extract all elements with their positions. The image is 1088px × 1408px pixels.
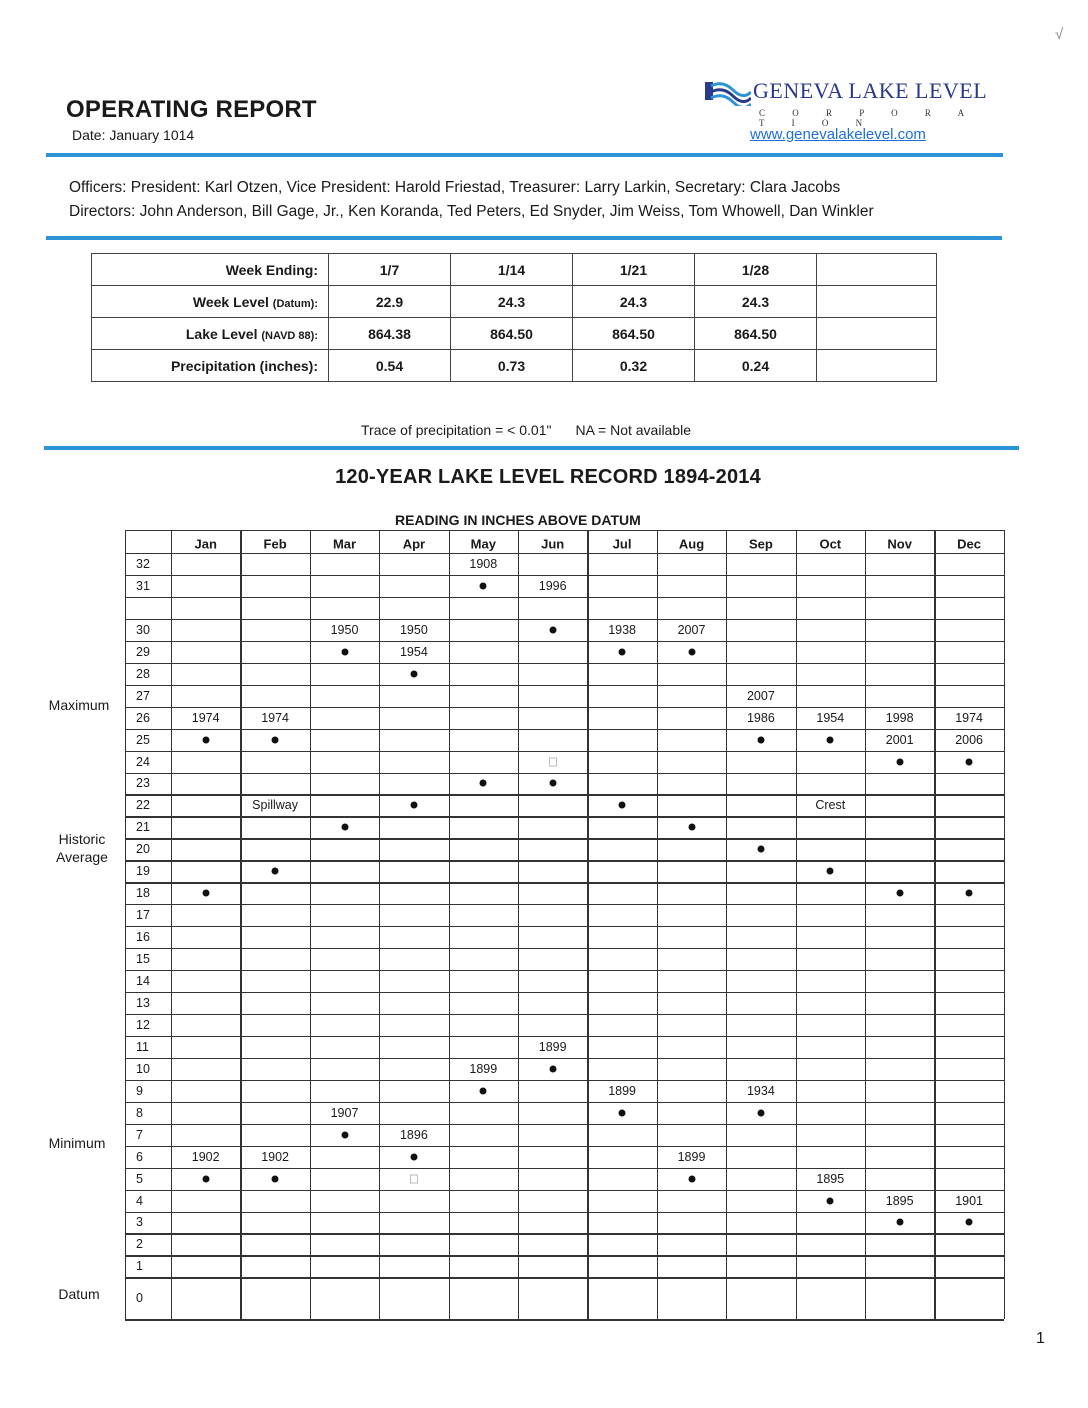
grid-line <box>125 1233 1004 1234</box>
month-header: Oct <box>819 536 842 551</box>
precipitation-label: Precipitation (inches): <box>92 350 329 382</box>
week-level-cell: 24.3 <box>573 286 695 318</box>
level-dot <box>896 890 903 897</box>
grid-line <box>125 794 1004 795</box>
level-dot <box>549 626 556 633</box>
record-year-label: 1899 <box>677 1149 706 1164</box>
record-year-label: 1986 <box>746 710 775 725</box>
level-dot <box>966 890 973 897</box>
week-level-cell: 24.3 <box>695 286 817 318</box>
grid-line <box>125 707 1004 708</box>
level-row-label: 8 <box>136 1105 143 1120</box>
directors-line: Directors: John Anderson, Bill Gage, Jr., Ken Koranda, Ted Peters, Ed Snyder, Jim Weiss, Tom Whowell, Dan Winkler <box>69 203 874 220</box>
level-dot <box>896 758 903 765</box>
logo-corporation-text: C O R P O R A T I O N <box>759 108 977 128</box>
level-dot <box>272 736 279 743</box>
level-row-label: 23 <box>136 776 150 791</box>
level-dot <box>688 1175 695 1182</box>
grid-line <box>125 1146 1004 1147</box>
level-row-label: 1 <box>136 1259 143 1274</box>
datum-label: Datum <box>58 1286 100 1302</box>
level-dot <box>757 1109 764 1116</box>
hollow-marker <box>549 757 557 766</box>
record-year-label: 1950 <box>399 622 428 637</box>
na-note: NA = Not available <box>575 422 692 438</box>
level-row-label: 25 <box>136 732 150 747</box>
month-header: Dec <box>957 536 982 551</box>
level-row-label: 30 <box>136 622 150 637</box>
record-year-label: 1974 <box>955 710 983 725</box>
level-dot <box>827 868 834 875</box>
month-header: Jan <box>194 536 217 551</box>
grid-line <box>125 773 1004 774</box>
grid-line <box>310 530 311 1319</box>
level-dot <box>410 802 417 809</box>
record-year-label: 2006 <box>955 732 983 747</box>
level-dot <box>410 670 417 677</box>
table-divider <box>44 446 1019 450</box>
minimum-label: Minimum <box>48 1135 106 1151</box>
grid-line <box>125 1319 1004 1320</box>
record-year-label: 1901 <box>955 1193 983 1208</box>
header-divider <box>46 153 1003 157</box>
level-dot <box>341 824 348 831</box>
level-dot <box>688 824 695 831</box>
record-year-label: 1902 <box>191 1149 220 1164</box>
level-row-label: 9 <box>136 1083 143 1098</box>
empty-cell <box>817 350 937 382</box>
officers-divider <box>46 236 1002 240</box>
grid-line <box>125 553 1004 554</box>
level-row-label: 29 <box>136 644 150 659</box>
spillway-annotation: Spillway <box>252 798 299 813</box>
record-year-label: 1950 <box>330 622 359 637</box>
record-year-label: 1998 <box>885 710 914 725</box>
grid-line <box>125 597 1004 598</box>
grid-line <box>125 1212 1004 1213</box>
grid-line <box>125 926 1004 927</box>
month-header: Jul <box>612 536 632 551</box>
grid-line <box>449 530 450 1319</box>
record-year-label: 1974 <box>261 710 289 725</box>
report-date: Date: January 1014 <box>72 127 195 143</box>
month-header: Apr <box>402 536 426 551</box>
week-level-label: Week Level (Datum): <box>92 286 329 318</box>
level-row-label: 28 <box>136 666 150 681</box>
level-row-label: 12 <box>136 1017 150 1032</box>
maximum-label: Maximum <box>48 697 110 713</box>
record-year-label: 1938 <box>608 622 636 637</box>
week-cell: 1/28 <box>695 254 817 286</box>
grid-line <box>125 729 1004 730</box>
level-dot <box>619 648 626 655</box>
week-ending-label: Week Ending: <box>92 254 329 286</box>
logo-brand-text: GENEVA LAKE LEVEL <box>753 78 988 103</box>
grid-line <box>125 530 126 1319</box>
record-year-label: 1899 <box>469 1061 498 1076</box>
lake-level-cell: 864.38 <box>329 318 451 350</box>
level-row-label: 26 <box>136 710 150 725</box>
lake-level-cell: 864.50 <box>451 318 573 350</box>
logo-waves-icon <box>703 78 751 106</box>
record-year-label: 1996 <box>538 578 567 593</box>
precipitation-row <box>92 350 937 382</box>
record-year-label: 1895 <box>885 1193 914 1208</box>
grid-line <box>125 1124 1004 1125</box>
officers-line: Officers: President: Karl Otzen, Vice President: Harold Friestad, Treasurer: Larry Larkin, Secretary: Clara Jacobs <box>69 179 841 196</box>
record-year-label: 2001 <box>885 732 914 747</box>
record-year-label: 1954 <box>399 644 428 659</box>
lake-level-cell: 864.50 <box>695 318 817 350</box>
month-header: Nov <box>887 536 912 551</box>
week-level-cell: 22.9 <box>329 286 451 318</box>
level-row-label: 15 <box>136 952 150 967</box>
record-year-label: 1908 <box>469 556 498 571</box>
level-dot <box>480 780 487 787</box>
grid-line <box>796 530 797 1319</box>
level-dot <box>757 846 764 853</box>
grid-line <box>657 530 658 1319</box>
record-year-label: 1899 <box>538 1039 567 1054</box>
grid-line <box>125 816 1004 817</box>
week-cell: 1/7 <box>329 254 451 286</box>
record-subtitle: READING IN INCHES ABOVE DATUM <box>395 512 641 528</box>
company-logo <box>703 78 1003 148</box>
level-row-label: 10 <box>136 1061 150 1076</box>
record-year-label: 1895 <box>816 1171 845 1186</box>
level-row-label: 19 <box>136 864 150 879</box>
level-row-label: 4 <box>136 1193 143 1208</box>
week-ending-row <box>92 254 937 286</box>
week-level-cell: 24.3 <box>451 286 573 318</box>
level-row-label: 22 <box>136 798 150 813</box>
grid-line <box>125 575 1004 576</box>
grid-line <box>125 948 1004 949</box>
grid-line <box>125 530 1004 531</box>
level-dot <box>688 648 695 655</box>
level-dot <box>757 736 764 743</box>
week-cell: 1/14 <box>451 254 573 286</box>
grid-line <box>125 904 1004 905</box>
grid-line <box>1004 530 1005 1319</box>
lake-level-cell: 864.50 <box>573 318 695 350</box>
level-row-label: 0 <box>136 1291 143 1306</box>
grid-line <box>865 530 866 1319</box>
precipitation-cell: 0.32 <box>573 350 695 382</box>
grid-line <box>379 530 380 1319</box>
grid-line <box>518 530 519 1319</box>
level-dot <box>341 1131 348 1138</box>
grid-line <box>125 1058 1004 1059</box>
grid-line <box>125 685 1004 686</box>
website-link[interactable]: www.genevalakelevel.com <box>750 126 926 143</box>
page-number: 1 <box>1036 1330 1045 1347</box>
grid-line <box>587 530 588 1319</box>
level-row-label: 18 <box>136 886 150 901</box>
record-year-label: 1899 <box>608 1083 636 1098</box>
precipitation-cell: 0.54 <box>329 350 451 382</box>
crest-annotation: Crest <box>815 798 846 813</box>
level-dot <box>272 868 279 875</box>
level-dot <box>341 648 348 655</box>
report-title: OPERATING REPORT <box>66 96 317 123</box>
level-row-label: 16 <box>136 930 150 945</box>
grid-line <box>125 619 1004 620</box>
record-year-label: 1954 <box>816 710 845 725</box>
level-dot <box>966 1219 973 1226</box>
empty-cell <box>817 254 937 286</box>
level-dot <box>619 802 626 809</box>
level-row-label: 6 <box>136 1149 143 1164</box>
lake-level-label: Lake Level (NAVD 88): <box>92 318 329 350</box>
level-dot <box>619 1109 626 1116</box>
level-dot <box>480 582 487 589</box>
grid-line <box>125 1255 1004 1256</box>
historic-average-label: Historic Average <box>56 831 108 865</box>
level-row-label: 5 <box>136 1171 143 1186</box>
record-year-label: 2007 <box>677 622 706 637</box>
level-row-label: 20 <box>136 842 150 857</box>
record-year-label: 1934 <box>746 1083 775 1098</box>
level-row-label: 14 <box>136 974 150 989</box>
level-dot <box>827 1197 834 1204</box>
footnote <box>361 422 691 438</box>
record-year-label: 1902 <box>261 1149 289 1164</box>
trace-note: Trace of precipitation = < 0.01" <box>361 422 552 438</box>
level-dot <box>549 1065 556 1072</box>
grid-line <box>125 838 1004 839</box>
level-dot <box>272 1175 279 1182</box>
level-row-label: 17 <box>136 908 150 923</box>
grid-line <box>125 663 1004 664</box>
grid-line <box>125 641 1004 642</box>
grid-line <box>125 1036 1004 1037</box>
level-row-label: 21 <box>136 820 150 835</box>
month-header: Sep <box>748 536 773 551</box>
officers-block <box>69 176 874 224</box>
level-dot <box>202 736 209 743</box>
grid-line <box>125 860 1004 861</box>
grid-line <box>726 530 727 1319</box>
level-row-label: 27 <box>136 688 150 703</box>
lake-level-row <box>92 318 937 350</box>
month-header: Aug <box>678 536 705 551</box>
check-mark: √ <box>1055 26 1064 43</box>
record-title: 120-YEAR LAKE LEVEL RECORD 1894-2014 <box>335 466 761 488</box>
grid-line <box>125 970 1004 971</box>
week-cell: 1/21 <box>573 254 695 286</box>
level-dot <box>896 1219 903 1226</box>
grid-line <box>125 1080 1004 1081</box>
precipitation-cell: 0.24 <box>695 350 817 382</box>
grid-line <box>125 1168 1004 1169</box>
level-dot <box>827 736 834 743</box>
level-dot <box>480 1087 487 1094</box>
record-year-label: 1896 <box>399 1127 428 1142</box>
level-row-label: 3 <box>136 1215 143 1230</box>
record-year-label: 1907 <box>330 1105 359 1120</box>
grid-line <box>240 530 241 1319</box>
grid-line <box>125 751 1004 752</box>
empty-cell <box>817 318 937 350</box>
level-row-label: 31 <box>136 578 150 593</box>
month-header: May <box>470 536 496 551</box>
record-year-label: 1974 <box>191 710 220 725</box>
level-row-label: 11 <box>136 1039 149 1054</box>
grid-line <box>125 1277 1004 1278</box>
week-level-row <box>92 286 937 318</box>
level-dot <box>202 890 209 897</box>
hollow-marker <box>410 1174 418 1183</box>
grid-line <box>934 530 935 1319</box>
level-row-label: 2 <box>136 1237 143 1252</box>
grid-line <box>125 1190 1004 1191</box>
month-header: Jun <box>541 536 565 551</box>
grid-line <box>171 530 172 1319</box>
month-header: Mar <box>332 536 357 551</box>
level-row-label: 32 <box>136 556 150 571</box>
grid-line <box>125 1102 1004 1103</box>
grid-line <box>125 1014 1004 1015</box>
level-dot <box>410 1153 417 1160</box>
weekly-table <box>91 253 937 382</box>
month-header: Feb <box>263 536 287 551</box>
empty-cell <box>817 286 937 318</box>
grid-line <box>125 992 1004 993</box>
level-row-label: 13 <box>136 995 150 1010</box>
level-dot <box>966 758 973 765</box>
grid-line <box>125 882 1004 883</box>
level-dot <box>202 1175 209 1182</box>
level-row-label: 7 <box>136 1127 143 1142</box>
record-year-label: 2007 <box>746 688 775 703</box>
level-row-label: 24 <box>136 754 150 769</box>
level-dot <box>549 780 556 787</box>
precipitation-cell: 0.73 <box>451 350 573 382</box>
